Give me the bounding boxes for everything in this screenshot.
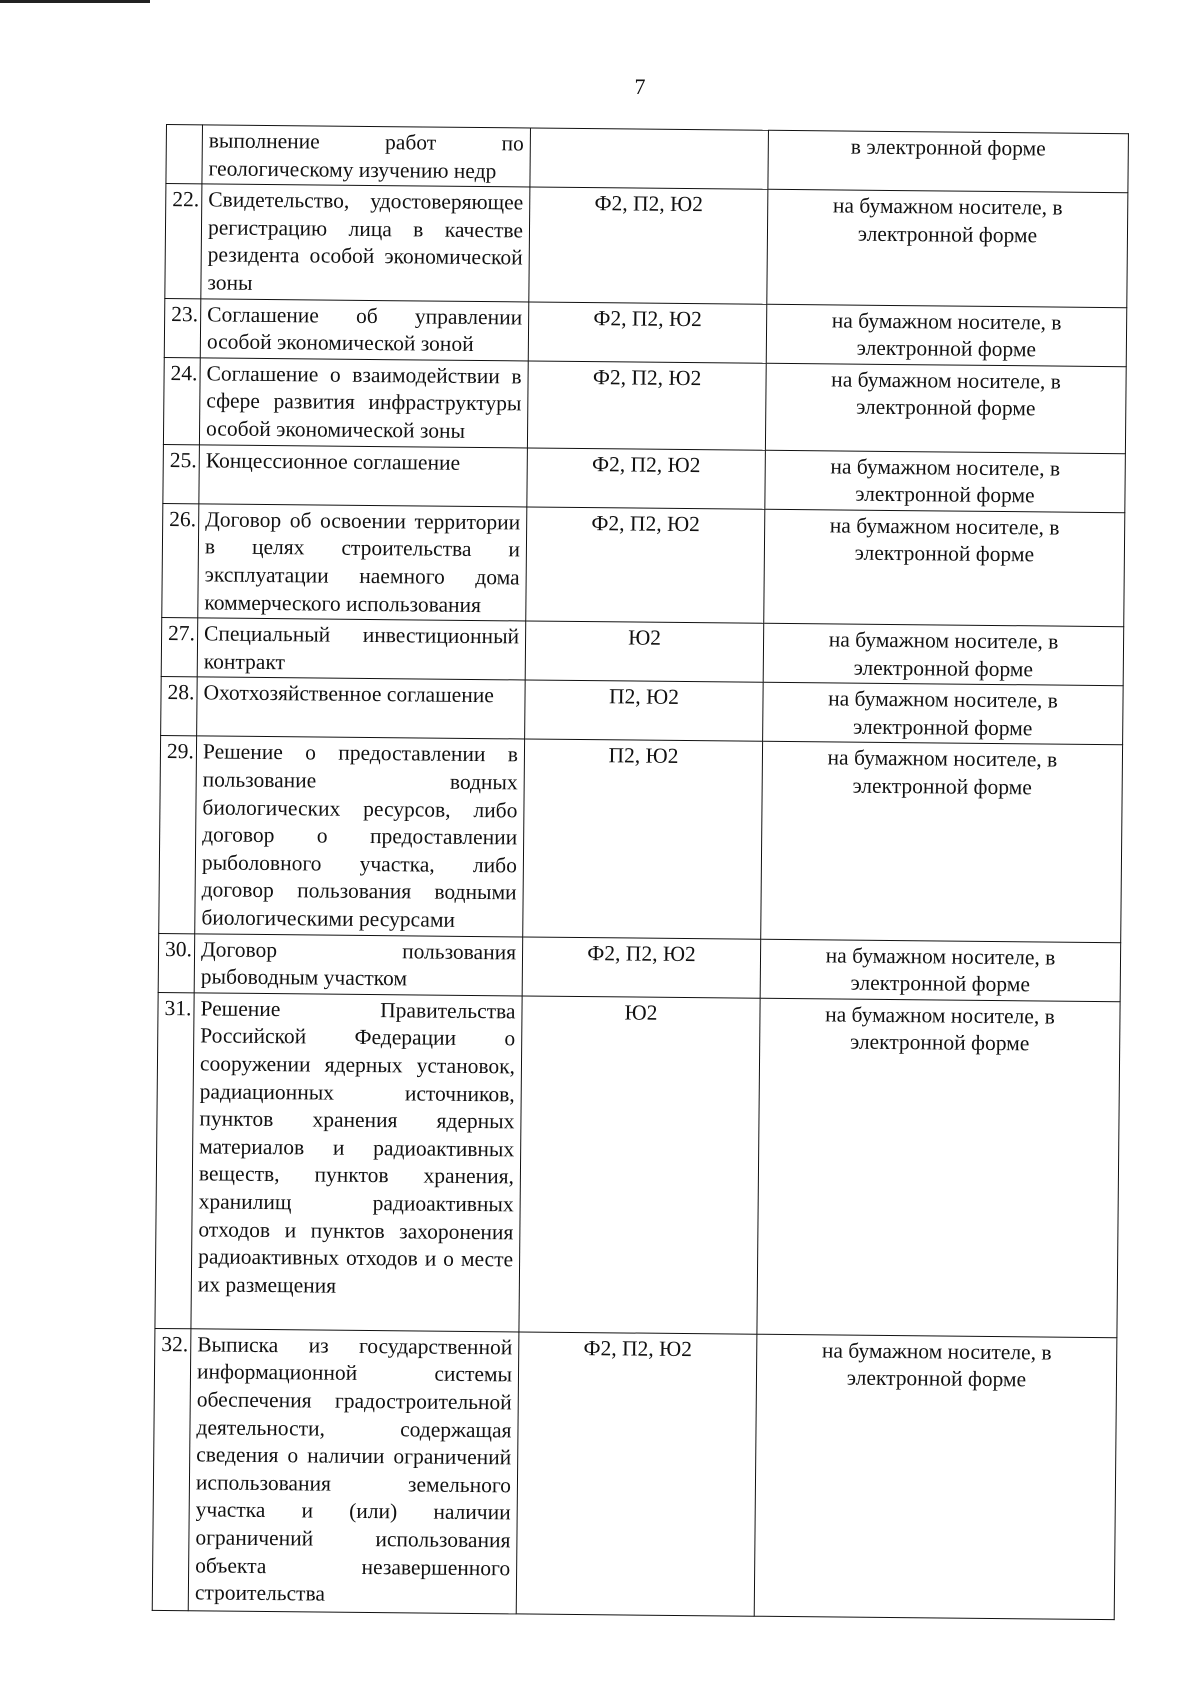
- row-number: 27.: [161, 618, 198, 678]
- applicant-categories: П2, Ю2: [523, 739, 763, 938]
- table-row: [163, 357, 1126, 453]
- row-number: 22.: [165, 184, 202, 299]
- applicant-categories: Ф2, П2, Ю2: [527, 361, 766, 450]
- table-row: [163, 444, 1126, 512]
- document-title: Концессионное соглашение: [199, 444, 528, 506]
- document-title: Решение о предоставлении в пользование водных биологических ресурсов, либо договор о предоставлении рыболовного участка, либо договор пользования водными биологическими ресурсами: [195, 736, 525, 936]
- document-form: на бумажном носителе, в электронной форме: [763, 623, 1124, 686]
- document-form: на бумажном носителе, в электронной форме: [757, 998, 1120, 1337]
- applicant-categories: Ф2, П2, Ю2: [527, 448, 766, 509]
- applicant-categories: Ф2, П2, Ю2: [522, 937, 761, 998]
- document-form: на бумажном носителе, в электронной форме: [760, 939, 1121, 1002]
- row-number: 25.: [163, 444, 200, 504]
- row-number: 31.: [155, 992, 194, 1328]
- row-number: 26.: [162, 503, 199, 618]
- table-row: [152, 1328, 1117, 1619]
- document-title: Договор об освоении территории в целях строительства и эксплуатации наемного дома коммерческого использования: [198, 504, 527, 622]
- document-title: Соглашение об управлении особой экономической зоной: [200, 298, 529, 360]
- row-number: 29.: [159, 736, 197, 933]
- table-row: [166, 125, 1129, 193]
- document-form: на бумажном носителе, в электронной форме: [763, 683, 1124, 746]
- applicant-categories: Ю2: [519, 996, 760, 1334]
- row-number: 30.: [158, 933, 195, 993]
- row-number: 23.: [164, 298, 201, 358]
- table-row: [164, 298, 1127, 366]
- applicant-categories: Ф2, П2, Ю2: [528, 302, 767, 363]
- row-number: 24.: [163, 357, 200, 444]
- page-number: 7: [634, 74, 646, 99]
- row-number: 32.: [152, 1328, 191, 1610]
- document-form: на бумажном носителе, в электронной форме: [765, 450, 1126, 513]
- document-form: в электронной форме: [768, 130, 1129, 193]
- document-title: Охотхозяйственное соглашение: [197, 677, 526, 739]
- document-form: на бумажном носителе, в электронной форме: [754, 1334, 1117, 1619]
- table-row: [161, 618, 1124, 686]
- applicant-categories: Ф2, П2, Ю2: [526, 507, 765, 624]
- document-title: выполнение работ по геологическому изучению недр: [202, 125, 531, 187]
- table-row: [158, 933, 1121, 1001]
- row-number: [166, 125, 203, 185]
- table-row: [165, 184, 1128, 308]
- document-form: на бумажном носителе, в электронной форме: [764, 509, 1125, 627]
- table-row: [155, 992, 1120, 1337]
- document-title: Решение Правительства Российской Федерации о сооружении ядерных установок, радиационных источников, пунктов хранения ядерных материалов и радиоактивных веществ, пунктов хранения, хранилищ радиоактивных отходов и пунктов захоронения радиоактивных отходов и о месте их размещения: [191, 993, 522, 1332]
- document-form: на бумажном носителе, в электронной форме: [766, 304, 1127, 367]
- document-form: на бумажном носителе, в электронной форме: [767, 189, 1128, 307]
- table-row: [159, 736, 1123, 942]
- table-row: [162, 503, 1125, 627]
- document-form: на бумажном носителе, в электронной форме: [761, 742, 1123, 943]
- row-number: 28.: [161, 677, 198, 737]
- document-title: Выписка из государственной информационной системы обеспечения градостроительной деятельности, содержащая сведения о наличии ограничений использования земельного участка и (или) наличии ограничений использования объекта незавершенного строительства: [188, 1329, 519, 1614]
- document-title: Договор пользования рыбоводным участком: [194, 933, 523, 995]
- scan-edge-mark: [0, 0, 150, 3]
- applicant-categories: [530, 128, 769, 189]
- document-title: Соглашение о взаимодействии в сфере развития инфраструктуры особой экономической зоны: [199, 358, 528, 448]
- document-table: [152, 124, 1129, 1620]
- applicant-categories: Ф2, П2, Ю2: [516, 1332, 757, 1616]
- applicant-categories: П2, Ю2: [525, 680, 764, 741]
- table-row: [161, 677, 1124, 745]
- applicant-categories: Ю2: [525, 621, 764, 682]
- document-title: Свидетельство, удостоверяющее регистрацию лица в качестве резидента особой экономической зоны: [201, 184, 530, 302]
- document-title: Специальный инвестиционный контракт: [197, 618, 526, 680]
- document-form: на бумажном носителе, в электронной форме: [765, 363, 1126, 453]
- applicant-categories: Ф2, П2, Ю2: [529, 187, 768, 304]
